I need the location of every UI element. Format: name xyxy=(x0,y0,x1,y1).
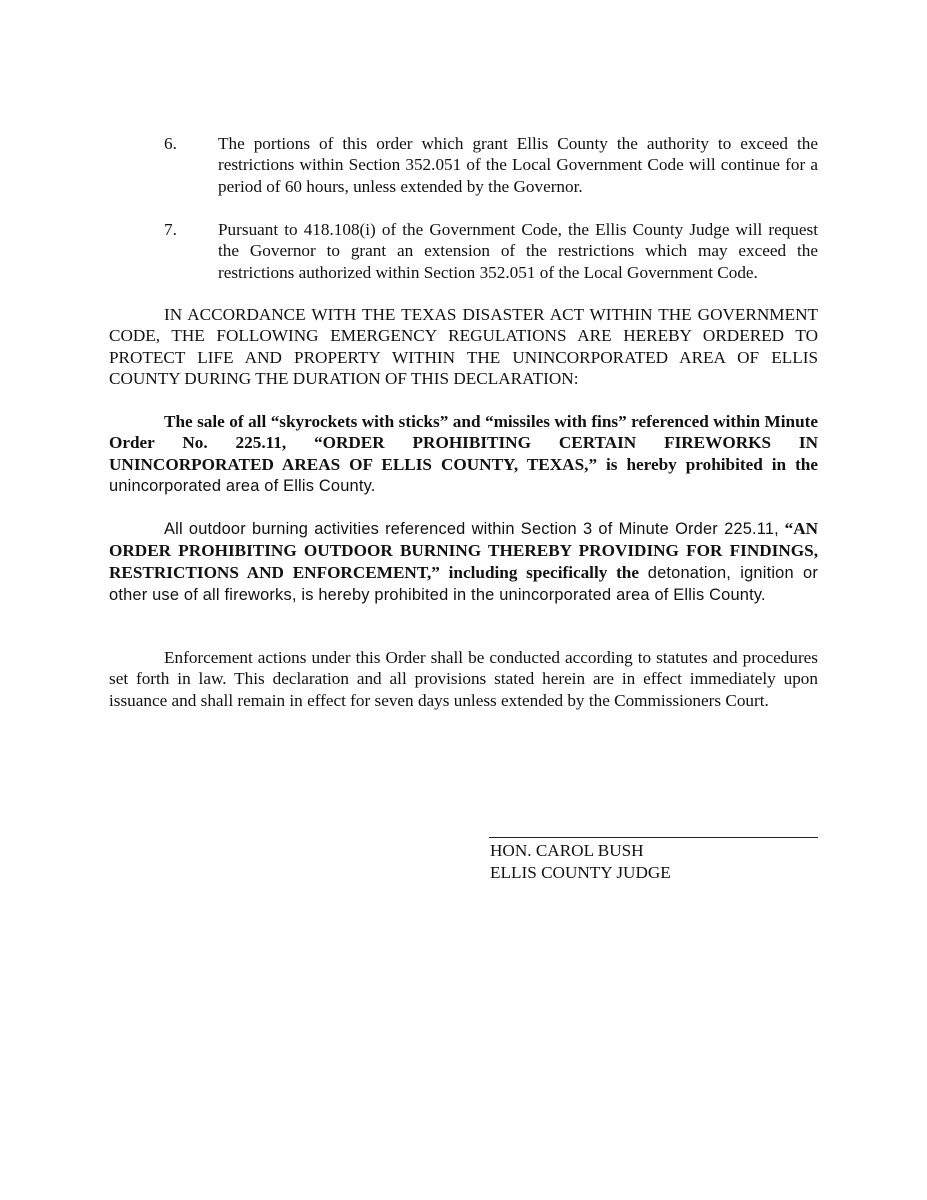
numbered-item-6 xyxy=(109,133,818,197)
accordance-paragraph: IN ACCORDANCE WITH THE TEXAS DISASTER ACT WITHIN THE GOVERNMENT CODE, THE FOLLOWING EMERGENCY REGULATIONS ARE HEREBY ORDERED TO PROTECT LIFE AND PROPERTY WITHIN THE UNINCORPORATED AREA OF ELLIS COUNTY DURING THE DURATION OF THIS DECLARATION: xyxy=(109,305,818,388)
numbered-item-7 xyxy=(109,219,818,283)
fireworks-sale-plain-text: unincorporated area of Ellis County. xyxy=(109,476,376,495)
outdoor-burning-paragraph xyxy=(109,518,818,606)
item-text: The portions of this order which grant Ellis County the authority to exceed the restrictions within Section 352.051 of the Local Government Code will continue for a period of 60 hours, unless extended by the Governor. xyxy=(218,134,818,196)
outdoor-burning-bold-text: “AN ORDER PROHIBITING OUTDOOR BURNING THEREBY PROVIDING FOR FINDINGS, RESTRICTIONS AND ENFORCEMENT,” including specifically the xyxy=(109,519,819,582)
signer-title: ELLIS COUNTY JUDGE xyxy=(490,863,671,882)
signer-name: HON. CAROL BUSH xyxy=(490,841,644,860)
signature-line xyxy=(489,837,818,838)
fireworks-sale-paragraph xyxy=(109,411,818,497)
outdoor-burning-plain-text: detonation, ignition or other use of all fireworks, is hereby prohibited in the unincorporated area of Ellis County. xyxy=(109,563,818,604)
fireworks-sale-bold-text: The sale of all “skyrockets with sticks” and “missiles with fins” referenced within Minute Order No. 225.11, “ORDER PROHIBITING CERTAIN FIREWORKS IN UNINCORPORATED AREAS OF ELLIS COUNTY, TEXAS,” is hereby prohibited in the xyxy=(109,412,818,474)
item-number: 6. xyxy=(164,134,177,153)
enforcement-paragraph: Enforcement actions under this Order shall be conducted according to statutes and procedures set forth in law. This declaration and all provisions stated herein are in effect immediately upon issuance and shall remain in effect for seven days unless extended by the Commissioners Court. xyxy=(109,648,818,710)
outdoor-burning-intro-text: All outdoor burning activities referenced within Section 3 of Minute Order 225.11, xyxy=(164,520,779,538)
item-number: 7. xyxy=(164,220,177,239)
item-text: Pursuant to 418.108(i) of the Government Code, the Ellis County Judge will request the Governor to grant an extension of the restrictions which may exceed the restrictions authorized within Section 352.051 of the Local Government Code. xyxy=(218,220,818,282)
